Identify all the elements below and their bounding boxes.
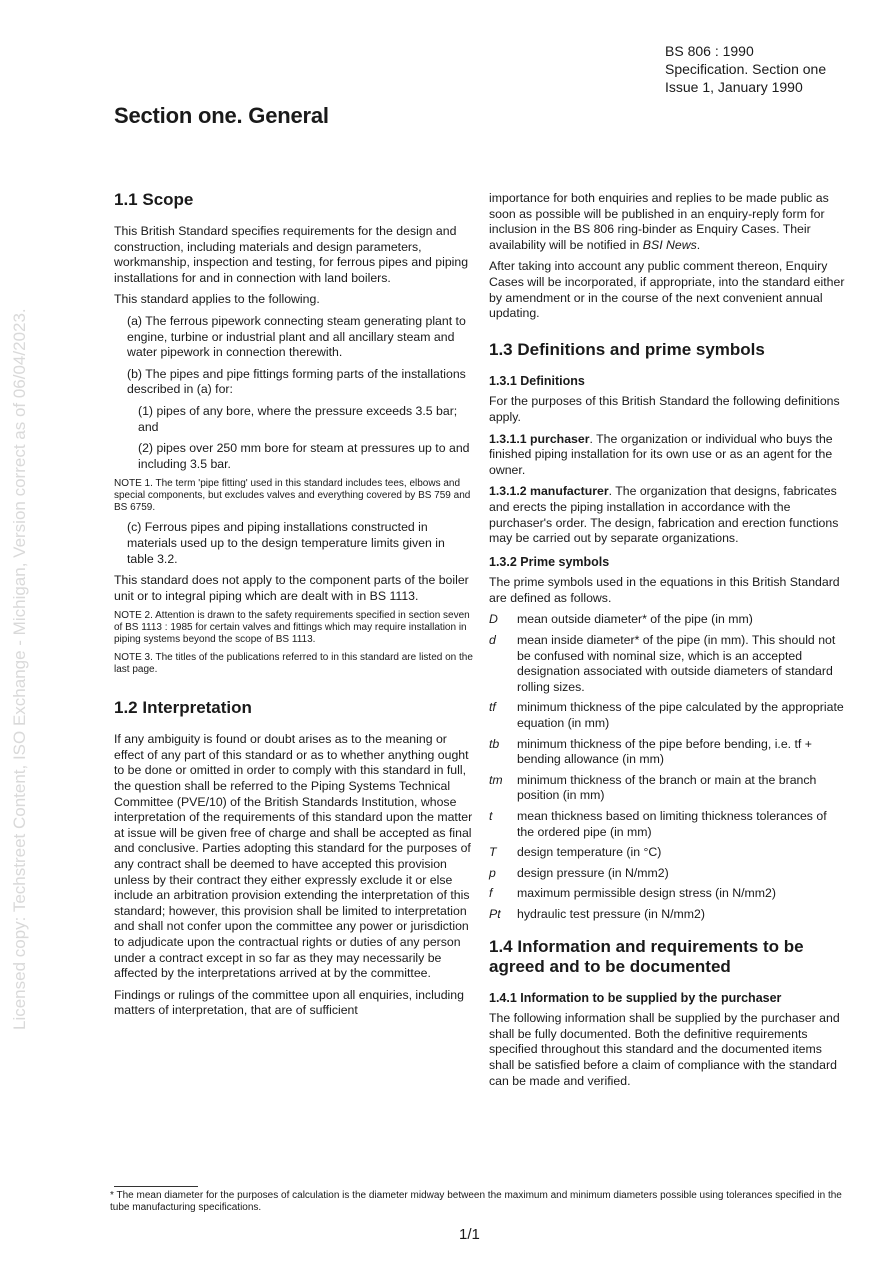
subheading-prime-symbols: 1.3.2 Prime symbols [489,554,610,569]
symbol-list [489,612,847,922]
license-watermark: Licensed copy: Techstreet Content, ISO Exchange - Michigan, Version correct as of 06/04/2023. [10,308,29,1030]
symbol: f [489,886,493,901]
symbol: tb [489,736,500,751]
symbol-description: design pressure (in N/mm2) [517,865,669,880]
subheading-purchaser-information: 1.4.1 Information to be supplied by the purchaser [489,990,782,1005]
interpretation-paragraph-3: After taking into account any public comment thereon, Enquiry Cases will be incorporated, if appropriate, into the standard either by amendment or in the course of the next convenient annual updating. [489,259,845,321]
heading-scope: 1.1 Scope [114,190,194,209]
definition-term: manufacturer [530,484,609,499]
right-column [489,191,847,1095]
symbol-description: mean outside diameter* of the pipe (in mm) [517,612,753,627]
symbol-row [489,886,847,902]
heading-definitions: 1.3 Definitions and prime symbols [489,339,765,359]
definition-purchaser [489,432,847,479]
symbol: Pt [489,906,501,921]
symbol-description: maximum permissible design stress (in N/mm2) [517,886,776,901]
symbol-description: mean inside diameter* of the pipe (in mm). This should not be confused with nominal size, which is an accepted designation associated with outside diameters of standard rolling sizes. [517,633,836,694]
symbol-row [489,700,847,731]
symbol-row [489,737,847,768]
heading-information-requirements: 1.4 Information and requirements to be agreed and to be documented [489,936,804,976]
left-column [114,190,474,1025]
scope-paragraph-2: This standard applies to the following. [114,292,320,307]
symbol-row [489,612,847,628]
definition-number: 1.3.1.2 [489,484,527,499]
footnote: * The mean diameter for the purposes of calculation is the diameter midway between the maximum and minimum diameters possible using tolerances specified in the tube manufacturing specifications. [110,1190,842,1213]
scope-note-2: NOTE 2. Attention is drawn to the safety requirements specified in section seven of BS 1113 : 1985 for certain valves and fittings which may require installation in piping systems beyond the scope of BS 1113. [114,610,470,646]
symbol-row [489,773,847,804]
scope-item-b1: (1) pipes of any bore, where the pressure exceeds 3.5 bar; and [138,403,458,434]
symbol: D [489,612,498,627]
subheading-definitions: 1.3.1 Definitions [489,373,585,388]
symbol: tm [489,772,503,787]
bsi-news-reference: BSI News [642,237,697,252]
symbol-description: minimum thickness of the branch or main at the branch position (in mm) [517,772,817,803]
header-section: Specification. Section one [665,61,827,77]
symbol: t [489,809,493,823]
definition-manufacturer [489,484,847,546]
symbol-row [489,907,847,923]
definition-number: 1.3.1.1 [489,431,527,446]
symbol-row [489,633,847,695]
interpretation-paragraph-2-continued [489,191,847,253]
scope-item-a: (a) The ferrous pipework connecting steam generating plant to engine, turbine or industrial plant and all ancillary steam and water pipework in connection therewith. [127,313,466,360]
symbol: p [489,865,496,880]
document-header [665,42,826,96]
scope-paragraph-3: This standard does not apply to the component parts of the boiler unit or to integral piping which are dealt with in BS 1113. [114,573,469,603]
symbol-description: minimum thickness of the pipe calculated by the appropriate equation (in mm) [517,700,844,731]
continued-text: importance for both enquiries and replies to be made public as soon as possible will be published in an enquiry-reply form for inclusion in the BS 806 ring-binder as Enquiry Cases. Their availability will be notified in [489,191,829,252]
continued-text-end: . [696,237,701,252]
definition-text: . The organization that designs, fabricates and erects the piping installation in accordance with the purchaser's order. The design, fabrication and erection functions may be carried out by separate organizations. [489,484,839,546]
interpretation-paragraph-2: Findings or rulings of the committee upon all enquiries, including matters of interpretation, that are of sufficient [114,987,464,1018]
scope-paragraph-1: This British Standard specifies requirements for the design and construction, including materials and design parameters, workmanship, inspection and testing, for ferrous pipes and piping installations for and in connection with land boilers. [114,224,469,285]
scope-item-c: (c) Ferrous pipes and piping installations constructed in materials used up to the design temperature limits given in table 3.2. [127,520,445,566]
symbol-description: mean thickness based on limiting thickness tolerances of the ordered pipe (in mm) [517,809,827,839]
symbol-row [489,845,847,861]
scope-note-1: NOTE 1. The term 'pipe fitting' used in this standard includes tees, elbows and special components, but excludes valves and everything covered by BS 759 and BS 6759. [114,478,471,514]
scope-item-b2: (2) pipes over 250 mm bore for steam at pressures up to and including 3.5 bar. [138,441,470,471]
footnote-divider [114,1186,198,1187]
header-issue: Issue 1, January 1990 [665,79,803,95]
scope-item-b: (b) The pipes and pipe fittings forming parts of the installations described in (a) for: [127,366,466,397]
scope-note-3: NOTE 3. The titles of the publications referred to in this standard are listed on the last page. [114,652,473,676]
symbol-description: minimum thickness of the pipe before bending, i.e. tf + bending allowance (in mm) [517,736,812,767]
definition-text: . The organization or individual who buys the finished piping installation for its own use or as an agent for the owner. [489,431,833,477]
symbol-description: hydraulic test pressure (in N/mm2) [517,906,705,921]
definitions-intro: For the purposes of this British Standard the following definitions apply. [489,394,840,424]
symbol: T [489,845,497,860]
prime-symbols-intro: The prime symbols used in the equations in this British Standard are defined as follows. [489,575,840,605]
heading-interpretation: 1.2 Interpretation [114,698,252,718]
symbol-row [489,809,847,840]
header-standard-number: BS 806 : 1990 [665,43,754,59]
page-number: 1/1 [459,1226,480,1243]
symbol: d [489,633,496,648]
symbol-row [489,866,847,882]
definition-term: purchaser [530,431,590,446]
symbol: tf [489,700,496,715]
symbol-description: design temperature (in °C) [517,845,662,860]
section-title: Section one. General [114,103,329,128]
purchaser-information-paragraph: The following information shall be supplied by the purchaser and shall be fully documented. Both the definitive requirements specified throughout this standard and the documented items shall be satisfied before a claim of compliance with the standard can be made and verified. [489,1011,840,1088]
interpretation-paragraph-1: If any ambiguity is found or doubt arises as to the meaning or effect of any part of this standard or as to whether anything ought to be done or omitted in order to comply with this standard in full, the question shall be referred to the Piping Systems Technical Committee (PVE/10) of the British Standards Institution, whose interpretation of the requirements of this standard upon the matter at issue will be given free of charge and shall be accepted as final and conclusive. Parties adopting this standard for the purposes of any contract shall be deemed to have accepted this provision unless by their contract they either expressly exclude it or else include an arbitration provision extending the interpretation of this standard; however, this provision shall be limited to interpretation and shall not confer upon the committee any power or jurisdiction to adjudicate upon the contractual rights or duties of any person under a contract except in so far as they may necessarily be affected by the interpretations arrived at by the committee. [114,732,473,981]
